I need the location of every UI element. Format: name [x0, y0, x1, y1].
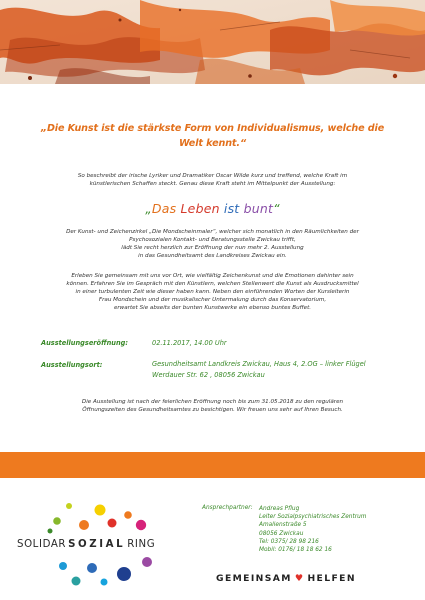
closing-line: Die Ausstellung ist nach der feierlichen Eröffnung noch bis zum 31.05.2018 zu den regulären [81, 399, 344, 405]
invitation-line: Erleben Sie gemeinsam mit uns vor Ort, wie vielfältig Zeichenkunst und die Emotionen dahinter sein [71, 273, 354, 279]
banner-artwork [0, 0, 425, 84]
title-open-quote: „ [145, 201, 152, 216]
contact-line: Tel: 0375/ 28 98 216 [259, 538, 319, 545]
intro-paragraph [40, 172, 385, 188]
invitation-line: in einer turbulenten Zeit wie dieser haben kann. Neben den einführenden Worten der Kursleiterin [75, 289, 350, 296]
contact-line: Leiter Sozialpsychiatrisches Zentrum [259, 514, 367, 521]
intro-line: künstlerischen Schaffen steckt. Genau diese Kraft steht im Mittelpunkt der Ausstellung: [89, 181, 336, 188]
orange-divider-bar [0, 452, 425, 478]
title-word: bunt [243, 201, 274, 216]
description-paragraph [40, 228, 385, 260]
contact-line: 08056 Zwickau [259, 530, 304, 537]
description-line: Der Kunst- und Zeichenzirkel „Die Mondscheinmaler“, welcher sich monatlich in den Räumlichkeiten der [66, 229, 359, 235]
brand-left: SOLIDAR [17, 539, 67, 550]
contact-label: Ansprechpartner: [202, 505, 253, 511]
slogan [216, 573, 356, 584]
slogan-right: HELFEN [307, 573, 356, 584]
title-word: ist [223, 201, 240, 216]
opening-value: 02.11.2017, 14.00 Uhr [152, 339, 227, 347]
slogan-left: GEMEINSAM [216, 573, 292, 584]
title-close-quote: “ [273, 201, 280, 216]
location-label: Ausstellungsort: [41, 361, 103, 369]
title-word: Das [151, 201, 177, 216]
description-line: Psychosozialen Kontakt- und Beratungsstelle Zwickau trifft, [129, 237, 296, 244]
location-line: Werdauer Str. 62 , 08056 Zwickau [152, 371, 265, 379]
heart-icon: ♥ [294, 573, 305, 584]
brand-wordmark [17, 539, 155, 550]
description-line: in das Gesundheitsamt des Landkreises Zwickau ein. [138, 253, 287, 260]
contact-line: Mobil: 0176/ 18 18 62 16 [259, 547, 332, 554]
invitation-paragraph [40, 272, 385, 312]
closing-line: Öffnungszeiten des Gesundheitsamtes zu besichtigen. Wir freuen uns sehr auf Ihren Besuch. [82, 407, 343, 414]
location-line: Gesundheitsamt Landkreis Zwickau, Haus 4, 2.OG – linker Flügel [152, 360, 366, 368]
exhibition-title [40, 201, 385, 216]
invitation-line: können. Erfahren Sie im Gespräch mit den Künstlern, welchen Stellenwert die Kunst als Ausdrucksmittel [66, 281, 359, 288]
quote: „Die Kunst ist die stärkste Form von Individualismus, welche die Welt kennt.“ [40, 123, 385, 149]
contact-line: Andreas Pflug [259, 506, 300, 512]
description-line: lädt Sie recht herzlich zur Eröffnung der nun mehr 2. Ausstellung [121, 245, 304, 252]
invitation-line: Frau Mondschein und der musikalischer Untermalung durch das Konservatorium, [98, 297, 327, 304]
brand-right: RING [127, 539, 156, 550]
brand-middle: SOZIAL [68, 539, 126, 550]
location-value [152, 359, 366, 381]
contact-line: Amalienstraße 5 [259, 522, 307, 529]
intro-line: So beschreibt der irische Lyriker und Dramatiker Oscar Wilde kurz und treffend, welche Kraft im [77, 173, 348, 179]
closing-paragraph [40, 398, 385, 414]
title-word: Leben [180, 201, 220, 216]
opening-label: Ausstellungseröffnung: [41, 339, 129, 347]
invitation-line: erwartet Sie abseits der bunten Kunstwerke ein ebenso buntes Buffet. [113, 305, 312, 312]
contact-details [259, 505, 366, 554]
